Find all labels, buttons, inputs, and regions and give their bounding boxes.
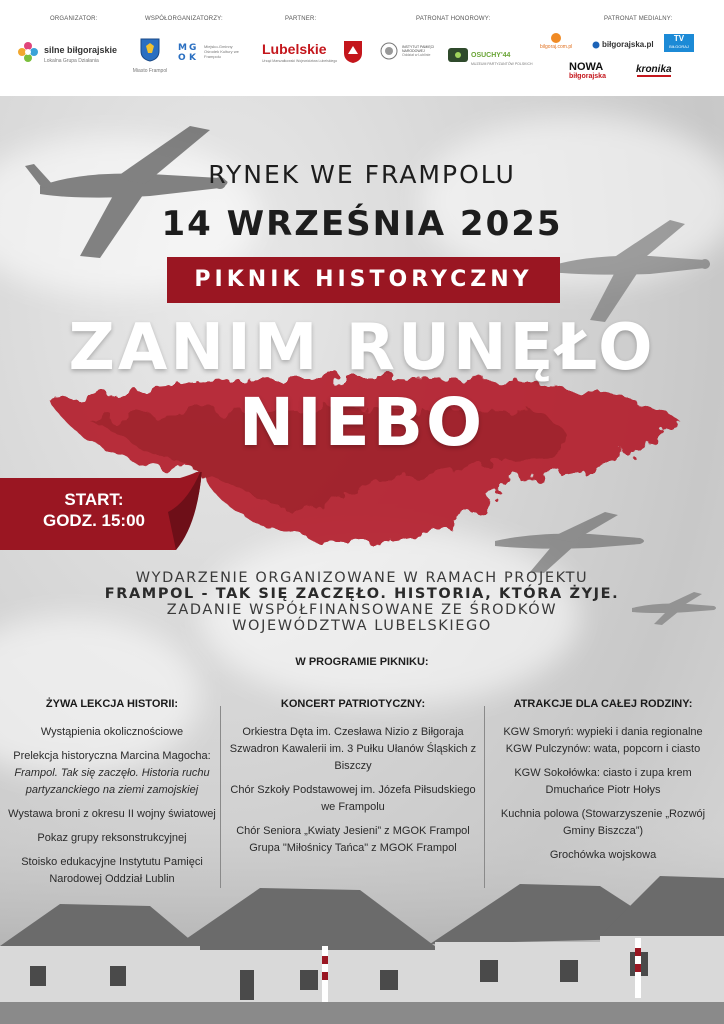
frampol-crest-logo: [130, 38, 170, 74]
program-item: Wystawa broni z okresu II wojny światowej: [8, 808, 216, 820]
program-heading: W PROGRAMIE PIKNIKU:: [295, 656, 429, 668]
tv-mark: TV: [673, 34, 685, 43]
program-item: [8, 748, 216, 799]
media-1-name: bilgoraj.com.pl: [540, 44, 573, 50]
organizer-sub: Lokalna Grupa Działania: [44, 58, 99, 64]
bilgoraj-com-icon: [549, 32, 563, 44]
organizer-label: ORGANIZATOR:: [50, 16, 98, 22]
crest-icon: [140, 38, 160, 62]
program-item: Chór Seniora „Kwiaty Jesieni” z MGOK Frampol: [236, 825, 470, 837]
program-item: KGW Pulczynów: wata, popcorn i ciasto: [505, 743, 701, 755]
lubelskie-crest-icon: [343, 40, 363, 64]
ipn-logo: [380, 42, 444, 60]
media-3-logo: [664, 34, 694, 52]
svg-text:M: M: [178, 43, 187, 53]
organizer-logo: [16, 40, 117, 64]
media-5-logo: [636, 64, 672, 77]
kronika-underline: [637, 75, 671, 77]
honorary-2-name: OSUCHY'44: [471, 52, 511, 59]
project-line3: ZADANIE WSPÓŁFINANSOWANE ZE ŚRODKÓW: [166, 602, 558, 618]
poster: [0, 96, 724, 1024]
program-item: Dmuchańce Piotr Hołys: [545, 784, 661, 796]
nowa-city: biłgorajska: [569, 73, 606, 80]
start-label: START:: [64, 490, 124, 509]
venue-text: RYNEK WE FRAMPOLU: [208, 160, 516, 189]
program-item: Orkiestra Dęta im. Czesława Nizio z Biłgoraja: [242, 726, 464, 738]
project-name: FRAMPOL - TAK SIĘ ZACZĘŁO. HISTORIA, KTÓRA ŻYJE.: [104, 586, 620, 602]
program-column-concert: [222, 696, 484, 864]
column-divider: [220, 706, 221, 888]
svg-text:O: O: [178, 53, 186, 62]
coorganizers-label: WSPÓŁORGANIZATORZY:: [145, 16, 223, 22]
start-time: [14, 489, 174, 531]
tv-city: BIŁGORAJ: [669, 44, 689, 49]
lecture-label: Prelekcja historyczna Marcina Magocha:: [13, 750, 211, 762]
program-item: Chór Szkoły Podstawowej im. Józefa Piłsudskiego we Frampolu: [230, 784, 476, 813]
organizer-name: silne biłgorajskie: [44, 45, 118, 55]
mgok-logo: [178, 40, 242, 62]
coorg-1-name: Miasto Frampol: [132, 68, 168, 74]
event-type-banner: PIKNIK HISTORYCZNY: [167, 257, 560, 303]
program-item: Wystąpienia okolicznościowe: [40, 726, 184, 738]
nowa-mark: NOWA: [569, 61, 604, 73]
coorg-2-name: Miejsko-Gminny Ośrodek Kultury we Frampolu: [204, 43, 239, 59]
column-title: KONCERT PATRIOTYCZNY:: [280, 698, 426, 710]
start-hour: GODZ. 15:00: [42, 511, 146, 530]
project-info: [0, 570, 724, 634]
honorary-1-name: INSTYTUT PAMIĘCI NARODOWEJ: [402, 45, 435, 53]
partner-sub: Urząd Marszałkowski Województwa Lubelskiego: [262, 59, 338, 63]
partner-label: PARTNER:: [285, 16, 317, 22]
program-item: Grochówka wojskowa: [549, 849, 657, 861]
media-2-logo: [592, 40, 654, 49]
media-4-logo: [569, 62, 606, 81]
osuchy-icon: [448, 48, 468, 62]
lecture-title: Frampol. Tak się zaczęło. Historia ruchu partyzanckiego na ziemi zamojskiej: [14, 767, 210, 796]
program-item: Pokaz grupy reksonstrukcyjnej: [37, 832, 187, 844]
program-item: Grupa "Miłośnicy Tańca" z MGOK Frampol: [249, 842, 457, 854]
program-item: KGW Smoryń: wypieki i dania regionalne: [503, 726, 703, 738]
column-title: ATRAKCJE DLA CAŁEJ RODZINY:: [513, 698, 693, 710]
sponsor-header: [0, 0, 724, 96]
lubelskie-logo: [262, 40, 363, 64]
media-1-logo: [540, 32, 572, 50]
media-5-name: kronika: [636, 64, 672, 75]
bilgorajska-dot-icon: [592, 41, 600, 49]
event-title-line1: ZANIM RUNĘŁO: [68, 311, 656, 385]
honorary-label: PATRONAT HONOROWY:: [416, 16, 491, 22]
program-item: Stoisko edukacyjne Instytutu Pamięci Narodowej Oddział Lublin: [21, 856, 203, 885]
ipn-eagle-icon: [380, 42, 398, 60]
mgok-icon: [178, 40, 200, 62]
column-title: ŻYWA LEKCJA HISTORII:: [45, 698, 179, 710]
program-column-history: [8, 696, 216, 895]
media-label: PATRONAT MEDIALNY:: [604, 16, 673, 22]
program-item: Szwadron Kawalerii im. 3 Pułku Ułanów Śląskich z Biszczy: [229, 743, 477, 772]
flower-icon: [16, 40, 40, 64]
program-item: KGW Sokołówka: ciasto i zupa krem: [514, 767, 692, 779]
svg-text:G: G: [189, 43, 197, 53]
osuchy-logo: [448, 44, 533, 66]
svg-text:K: K: [189, 53, 196, 62]
project-line4: WOJEWÓDZTWA LUBELSKIEGO: [232, 618, 492, 634]
honorary-2-sub: MUZEUM PARTYZANTÓW POLSKICH: [471, 62, 533, 66]
media-2-name: biłgorajska.pl: [602, 40, 654, 49]
honorary-1-sub: Oddział w Lublinie: [402, 53, 431, 57]
program-item: Kuchnia polowa (Stowarzyszenie „Rozwój Gminy Biszcza”): [500, 808, 706, 837]
partner-name: Lubelskie: [262, 41, 327, 57]
event-date: 14 WRZEŚNIA 2025: [161, 204, 563, 244]
project-line1: WYDARZENIE ORGANIZOWANE W RAMACH PROJEKTU: [135, 570, 589, 586]
program-column-family: [484, 696, 722, 871]
event-title-line2: NIEBO: [238, 384, 486, 461]
